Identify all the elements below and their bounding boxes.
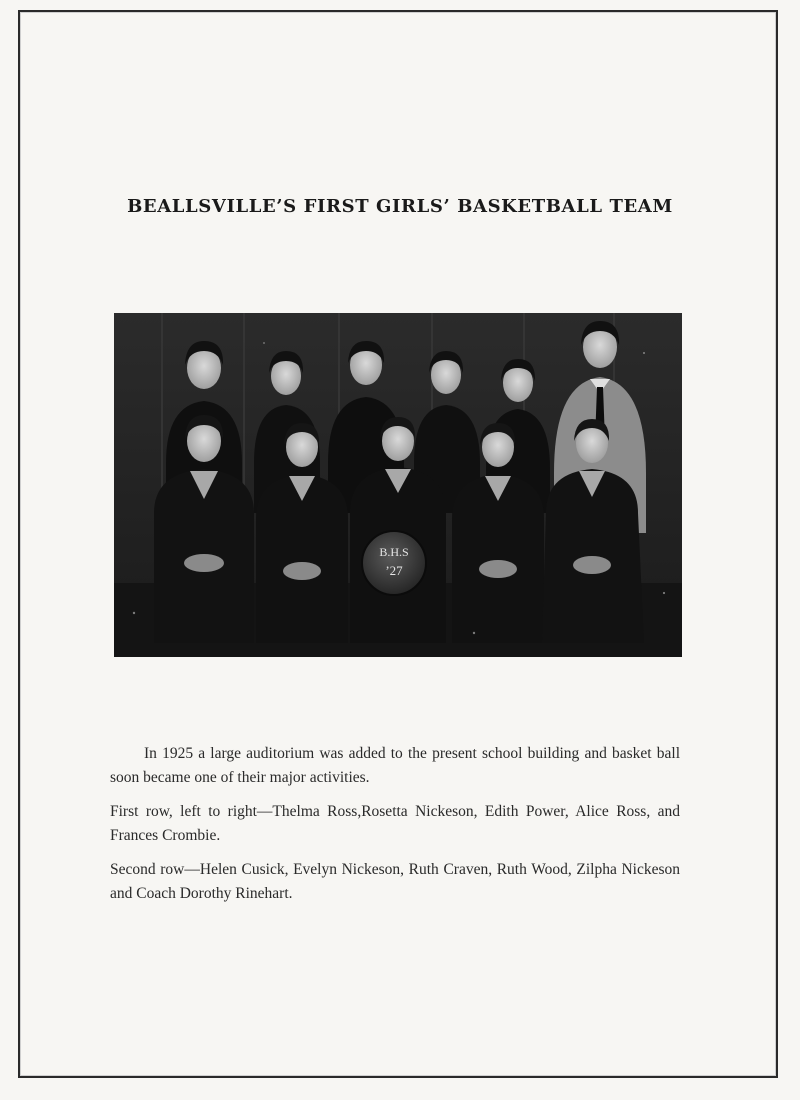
caption: [110, 742, 680, 916]
caption-paragraph-second-row: Second row—Helen Cusick, Evelyn Nickeson, Ruth Craven, Ruth Wood, Zilpha Nickeson and Coach Dorothy Rinehart.: [110, 861, 680, 902]
caption-paragraph-first-row: First row, left to right—Thelma Ross,Rosetta Nickeson, Edith Power, Alice Ross, and Frances Crombie.: [110, 803, 680, 844]
team-photo: [114, 313, 682, 657]
ball-text-line1: B.H.S: [379, 545, 409, 559]
ball-text-line2: ’27: [385, 563, 403, 578]
page-title: BEALLSVILLE’S FIRST GIRLS’ BASKETBALL TEAM: [127, 196, 673, 217]
basketball: [362, 531, 426, 595]
caption-paragraph-intro: In 1925 a large auditorium was added to the present school building and basket ball soon became one of their major activities.: [110, 745, 680, 786]
